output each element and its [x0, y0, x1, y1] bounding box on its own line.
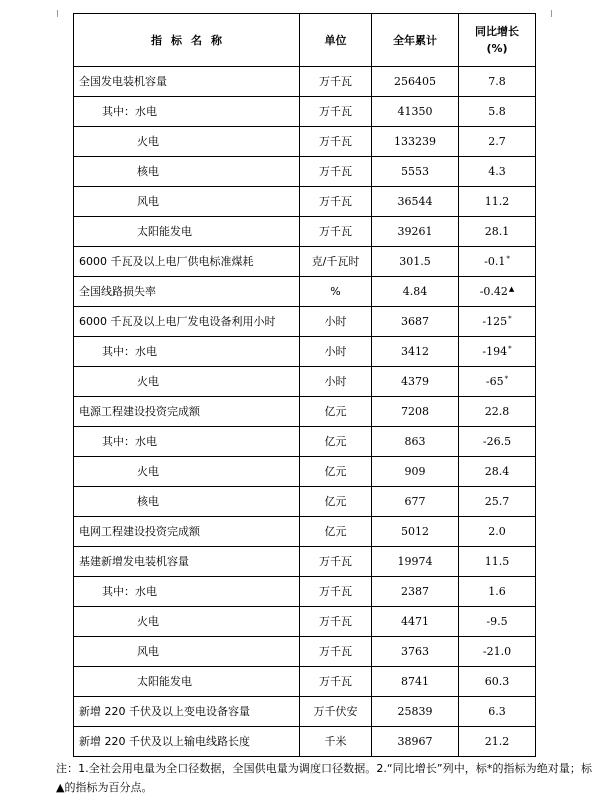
yoy-growth-value: -65 [485, 375, 504, 388]
table-row [74, 307, 536, 337]
table-row [74, 487, 536, 517]
indicator-unit: 万千瓦 [300, 547, 372, 577]
annual-total-value: 39261 [372, 217, 459, 247]
table-row [74, 547, 536, 577]
indicator-unit: 万千瓦 [300, 67, 372, 97]
indicator-name: 核电 [74, 157, 300, 187]
yoy-growth-cell [459, 97, 536, 127]
absolute-value-mark: * [508, 315, 512, 323]
yoy-growth-value: 21.2 [484, 735, 510, 748]
header-yoy-unit: (%) [486, 42, 508, 55]
indicator-unit: 万千瓦 [300, 187, 372, 217]
indicator-unit: 万千瓦 [300, 577, 372, 607]
crop-mark-right [551, 10, 552, 17]
yoy-growth-cell [459, 667, 536, 697]
table-row [74, 157, 536, 187]
yoy-growth-cell [459, 187, 536, 217]
yoy-growth-cell [459, 307, 536, 337]
indicator-unit: 万千瓦 [300, 97, 372, 127]
indicator-name: 太阳能发电 [74, 667, 300, 697]
table-row [74, 67, 536, 97]
table-row [74, 607, 536, 637]
table-row [74, 187, 536, 217]
crop-mark-left [57, 10, 58, 17]
indicator-unit: 亿元 [300, 397, 372, 427]
yoy-growth-value: 5.8 [488, 105, 506, 118]
yoy-growth-value: 60.3 [484, 675, 510, 688]
yoy-growth-value: -26.5 [482, 435, 512, 448]
yoy-growth-value: 25.7 [484, 495, 510, 508]
table-row [74, 667, 536, 697]
table-row [74, 397, 536, 427]
annual-total-value: 909 [372, 457, 459, 487]
annual-total-value: 8741 [372, 667, 459, 697]
indicator-unit: 万千瓦 [300, 217, 372, 247]
indicator-unit: 万千瓦 [300, 157, 372, 187]
yoy-growth-value: 28.4 [484, 465, 510, 478]
annual-total-value: 3687 [372, 307, 459, 337]
annual-total-value: 36544 [372, 187, 459, 217]
indicator-name: 全国发电装机容量 [74, 67, 300, 97]
table-row [74, 727, 536, 757]
yoy-growth-value: -125 [482, 315, 508, 328]
yoy-growth-cell [459, 457, 536, 487]
table-row [74, 457, 536, 487]
indicator-name: 火电 [74, 607, 300, 637]
table-body [74, 67, 536, 757]
electricity-statistics-table [73, 13, 536, 757]
indicator-name: 其中：水电 [74, 337, 300, 367]
annual-total-value: 3763 [372, 637, 459, 667]
yoy-growth-value: -0.1 [484, 255, 506, 268]
indicator-unit: 亿元 [300, 427, 372, 457]
yoy-growth-value: 11.2 [484, 195, 510, 208]
annual-total-value: 41350 [372, 97, 459, 127]
indicator-name: 全国线路损失率 [74, 277, 300, 307]
table-row [74, 247, 536, 277]
indicator-name: 风电 [74, 637, 300, 667]
indicator-name: 电网工程建设投资完成额 [74, 517, 300, 547]
indicator-name: 基建新增发电装机容量 [74, 547, 300, 577]
annual-total-value: 5012 [372, 517, 459, 547]
indicator-name: 6000 千瓦及以上电厂供电标准煤耗 [74, 247, 300, 277]
absolute-value-mark: * [504, 375, 509, 383]
indicator-name: 太阳能发电 [74, 217, 300, 247]
annual-total-value: 4.84 [372, 277, 459, 307]
yoy-growth-value: 4.3 [488, 165, 506, 178]
yoy-growth-cell [459, 577, 536, 607]
indicator-name: 火电 [74, 457, 300, 487]
table-row [74, 367, 536, 397]
indicator-name: 核电 [74, 487, 300, 517]
absolute-value-mark: * [508, 345, 512, 353]
indicator-unit: 万千瓦 [300, 607, 372, 637]
yoy-growth-value: 7.8 [488, 75, 506, 88]
annual-total-value: 7208 [372, 397, 459, 427]
table-row [74, 97, 536, 127]
yoy-growth-cell [459, 547, 536, 577]
annual-total-value: 2387 [372, 577, 459, 607]
yoy-growth-cell [459, 367, 536, 397]
indicator-unit: 千米 [300, 727, 372, 757]
indicator-unit: 亿元 [300, 517, 372, 547]
annual-total-value: 677 [372, 487, 459, 517]
indicator-unit: 万千瓦 [300, 637, 372, 667]
indicator-name: 其中：水电 [74, 577, 300, 607]
yoy-growth-cell [459, 217, 536, 247]
header-yoy-label: 同比增长 [475, 25, 519, 38]
yoy-growth-cell [459, 727, 536, 757]
yoy-growth-cell [459, 157, 536, 187]
header-annual-total: 全年累计 [372, 14, 459, 67]
annual-total-value: 4471 [372, 607, 459, 637]
yoy-growth-value: -9.5 [486, 615, 508, 628]
yoy-growth-cell [459, 397, 536, 427]
table-row [74, 217, 536, 247]
indicator-name: 6000 千瓦及以上电厂发电设备利用小时 [74, 307, 300, 337]
indicator-name: 其中：水电 [74, 427, 300, 457]
yoy-growth-cell [459, 427, 536, 457]
indicator-unit: 万千伏安 [300, 697, 372, 727]
table-row [74, 517, 536, 547]
table-footnote: 注：1.全社会用电量为全口径数据，全国供电量为调度口径数据。2.“同比增长”列中，标*的指标为绝对量；标▲的指标为百分点。 [56, 762, 592, 794]
header-unit: 单位 [300, 14, 372, 67]
annual-total-value: 3412 [372, 337, 459, 367]
percentage-point-mark: ▲ [508, 285, 515, 293]
yoy-growth-value: 22.8 [484, 405, 510, 418]
indicator-unit: 克/千瓦时 [300, 247, 372, 277]
indicator-name: 其中：水电 [74, 97, 300, 127]
yoy-growth-value: -21.0 [482, 645, 512, 658]
yoy-growth-cell [459, 337, 536, 367]
indicator-unit: 万千瓦 [300, 127, 372, 157]
yoy-growth-cell [459, 127, 536, 157]
annual-total-value: 863 [372, 427, 459, 457]
annual-total-value: 4379 [372, 367, 459, 397]
indicator-name: 风电 [74, 187, 300, 217]
header-yoy-growth [459, 14, 536, 67]
yoy-growth-cell [459, 487, 536, 517]
indicator-unit: 亿元 [300, 457, 372, 487]
yoy-growth-value: -0.42 [479, 285, 508, 298]
table-row [74, 577, 536, 607]
annual-total-value: 38967 [372, 727, 459, 757]
yoy-growth-value: 2.0 [488, 525, 506, 538]
yoy-growth-value: 1.6 [488, 585, 506, 598]
indicator-unit: 万千瓦 [300, 667, 372, 697]
indicator-name: 火电 [74, 127, 300, 157]
table-row [74, 127, 536, 157]
indicator-unit: % [300, 277, 372, 307]
yoy-growth-value: -194 [482, 345, 508, 358]
annual-total-value: 19974 [372, 547, 459, 577]
absolute-value-mark: * [506, 255, 510, 263]
yoy-growth-cell [459, 277, 536, 307]
indicator-unit: 小时 [300, 367, 372, 397]
yoy-growth-cell [459, 517, 536, 547]
table-header-row [74, 14, 536, 67]
indicator-name: 新增 220 千伏及以上输电线路长度 [74, 727, 300, 757]
indicator-unit: 小时 [300, 337, 372, 367]
header-indicator-name: 指标名称 [74, 14, 300, 67]
indicator-name: 火电 [74, 367, 300, 397]
table-row [74, 427, 536, 457]
annual-total-value: 256405 [372, 67, 459, 97]
annual-total-value: 133239 [372, 127, 459, 157]
annual-total-value: 301.5 [372, 247, 459, 277]
table-row [74, 637, 536, 667]
yoy-growth-cell [459, 607, 536, 637]
indicator-name: 电源工程建设投资完成额 [74, 397, 300, 427]
table-row [74, 697, 536, 727]
yoy-growth-value: 2.7 [488, 135, 506, 148]
yoy-growth-cell [459, 247, 536, 277]
yoy-growth-cell [459, 637, 536, 667]
yoy-growth-cell [459, 67, 536, 97]
indicator-unit: 亿元 [300, 487, 372, 517]
yoy-growth-value: 6.3 [488, 705, 506, 718]
indicator-name: 新增 220 千伏及以上变电设备容量 [74, 697, 300, 727]
indicator-unit: 小时 [300, 307, 372, 337]
annual-total-value: 5553 [372, 157, 459, 187]
yoy-growth-cell [459, 697, 536, 727]
annual-total-value: 25839 [372, 697, 459, 727]
yoy-growth-value: 11.5 [484, 555, 510, 568]
yoy-growth-value: 28.1 [484, 225, 510, 238]
table-row [74, 277, 536, 307]
table-row [74, 337, 536, 367]
